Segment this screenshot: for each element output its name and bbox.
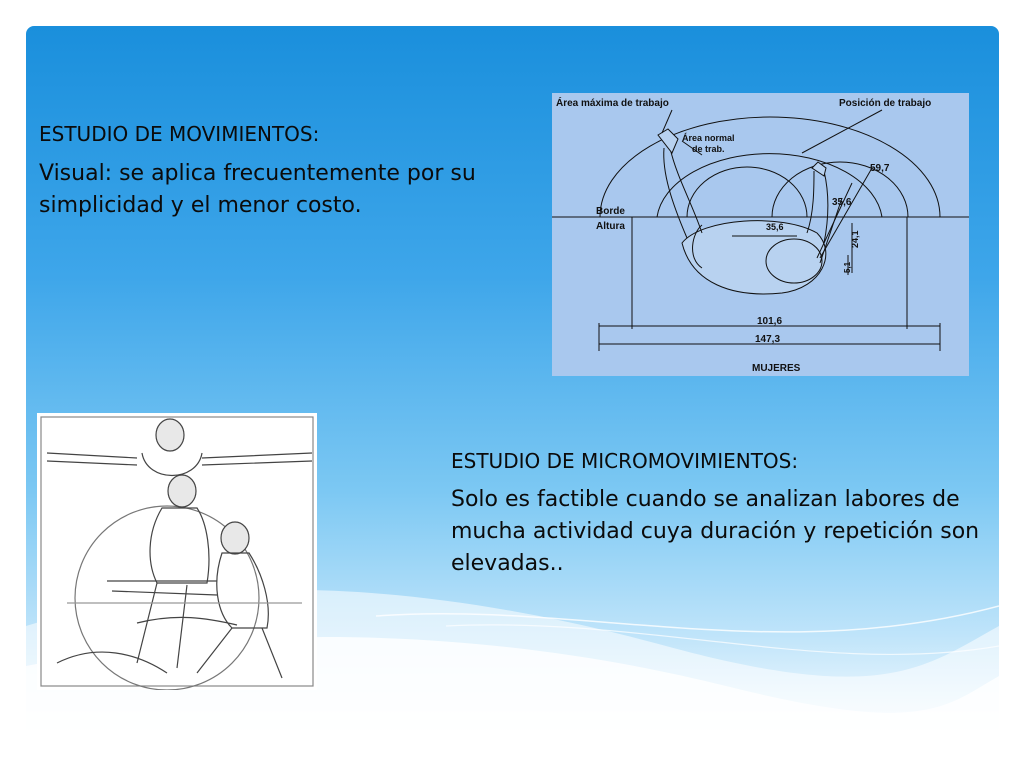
caption-mujeres: MUJERES bbox=[752, 363, 801, 374]
dim-5-1: 5,1 bbox=[843, 261, 852, 273]
section2-body: Solo es factible cuando se analizan labores de mucha actividad cuya duración y repetición son elevadas.. bbox=[451, 487, 980, 576]
dim-35-6-right: 35,6 bbox=[832, 197, 852, 208]
label-normal-area-2: de trab. bbox=[692, 144, 725, 154]
section1-body: Visual: se aplica frecuentemente por su simplicidad y el menor costo. bbox=[39, 161, 476, 218]
dim-24-1: 24,1 bbox=[850, 230, 860, 248]
label-max-area: Área máxima de trabajo bbox=[556, 98, 669, 109]
label-height: Altura bbox=[596, 221, 625, 232]
dim-35-6-center: 35,6 bbox=[766, 222, 784, 232]
dim-101-6: 101,6 bbox=[757, 316, 783, 327]
dim-59-7: 59,7 bbox=[870, 163, 890, 174]
section2-heading: ESTUDIO DE MICROMOVIMIENTOS: bbox=[451, 449, 799, 473]
label-position: Posición de trabajo bbox=[839, 98, 932, 109]
section1-heading: ESTUDIO DE MOVIMIENTOS: bbox=[39, 122, 320, 146]
dim-147-3: 147,3 bbox=[755, 334, 781, 345]
human-figure-sketch bbox=[37, 413, 317, 690]
work-area-diagram bbox=[552, 93, 969, 376]
label-normal-area-1: Área normal bbox=[682, 133, 735, 143]
label-edge: Borde bbox=[596, 206, 625, 217]
